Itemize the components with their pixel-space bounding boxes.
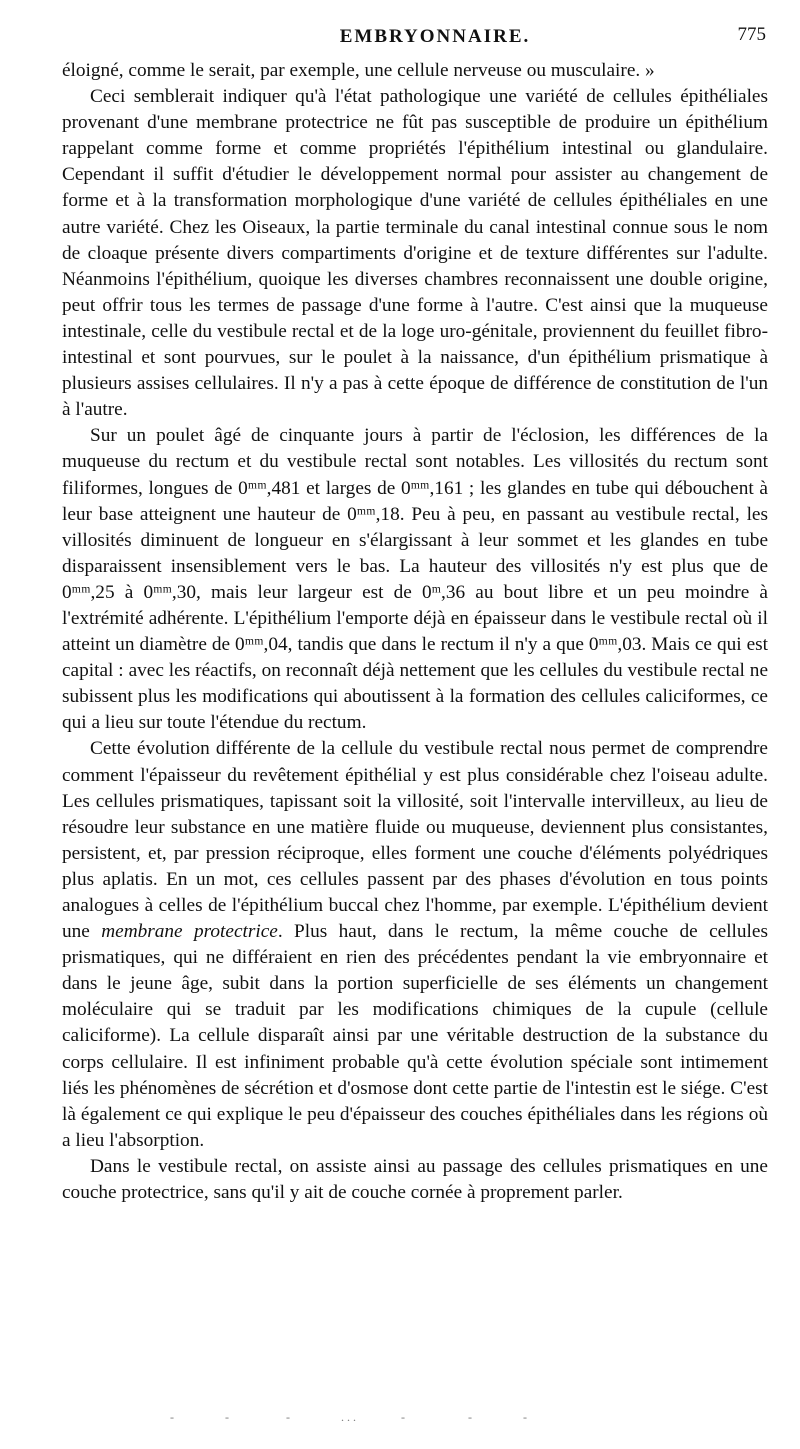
running-title: EMBRYONNAIRE. xyxy=(339,26,531,47)
paragraph-2: Ceci semblerait indiquer qu'à l'état pathologique une variété de cellules épithéliales provenant d'une membrane protectrice ne fût pas susceptible de produire un épithélium rappelant comme forme et comme propriétés l'épithélium intestinal ou glandulaire. Cependant il suffit d'étudier le développement normal pour assister au changement de forme et à la transformation morphologique d'une variété de cellules épithéliales en une autre variété. Chez les Oiseaux, la partie terminale du canal intestinal connue sous le nom de cloaque présente divers compartiments d'origine et de texture différentes sur l'adulte. Néanmoins l'épithélium, quoique les diverses chambres reconnaissent une double origine, peut offrir tous les termes de passage d'une forme à l'autre. C'est ainsi que la muqueuse intestinale, celle du vestibule rectal et de la loge uro-génitale, proviennent du feuillet fibro-intestinal et sont pourvues, sur le poulet à la naissance, d'un épithélium prismatique à plusieurs assises cellulaires. Il n'y a pas à cette époque de différence de constitution de l'un à l'autre. xyxy=(62,86,768,421)
body-text xyxy=(62,58,768,1206)
document-page xyxy=(62,18,768,1206)
paragraph-4 xyxy=(62,736,768,1154)
running-header xyxy=(62,18,768,58)
page-bottom-specks: - - - ... - - - xyxy=(170,1410,530,1424)
paragraph-3: Sur un poulet âgé de cinquante jours à partir de l'éclosion, les différences de la muqueuse du rectum et du vestibule rectal sont notables. Les villosités du rectum sont filiformes, longues de 0ᵐᵐ,481 et larges de 0ᵐᵐ,161 ; les glandes en tube qui débouchent à leur base atteignent une hauteur de 0ᵐᵐ,18. Peu à peu, en passant au vestibule rectal, les villosités diminuent de longueur en s'élargissant à leur sommet et les glandes en tube disparaissent insensiblement vers le bas. La hauteur des villosités n'y est plus que de 0ᵐᵐ,25 à 0ᵐᵐ,30, mais leur largeur est de 0ᵐ,36 au bout libre et un peu moindre à l'extrémité adhérente. L'épithélium l'emporte déjà en épaisseur dans le vestibule rectal où il atteint un diamètre de 0ᵐᵐ,04, tandis que dans le rectum il n'y a que 0ᵐᵐ,03. Mais ce qui est capital : avec les réactifs, on reconnaît déjà nettement que les cellules du vestibule rectal ne subissent plus les modifications qui aboutissent à la formation des cellules caliciformes, ce qui a lieu sur toute l'étendue du rectum. xyxy=(62,425,768,734)
paragraph-1: éloigné, comme le serait, par exemple, une cellule nerveuse ou musculaire. » xyxy=(62,60,655,81)
page-number: 775 xyxy=(737,24,766,45)
emphasis-membrane-protectrice: membrane protectrice xyxy=(101,921,278,943)
paragraph-4-text-after: . Plus haut, dans le rectum, la même couche de cellules prismatiques, qui ne différaient en rien des précédentes pendant la vie embryonnaire et dans le jeune âge, subit dans la portion superficielle de ses éléments un changement moléculaire qui se traduit par les modifications chimiques de la cupule (cellule caliciforme). La cellule disparaît ainsi par une véritable destruction de la substance du corps cellulaire. Il est infiniment probable qu'à cette évolution spéciale sont intimement liés les phénomènes de sécrétion et d'osmose dont cette partie de l'intestin est le siége. C'est là également ce qui explique le peu d'épaisseur des couches épithéliales dans les régions où a lieu l'absorption. xyxy=(62,921,768,1151)
paragraph-5: Dans le vestibule rectal, on assiste ainsi au passage des cellules prismatiques en une couche protectrice, sans qu'il y ait de couche cornée à proprement parler. xyxy=(62,1155,768,1204)
paragraph-4-text-before: Cette évolution différente de la cellule du vestibule rectal nous permet de comprendre comment l'épaisseur du revêtement épithélial y est plus considérable chez l'oiseau adulte. Les cellules prismatiques, tapissant soit la villosité, soit l'intervalle intervilleux, au lieu de résoudre leur substance en une matière fluide ou muqueuse, deviennent plus consistantes, persistent, et, par pression réciproque, elles forment une couche d'éléments polyédriques plus aplatis. En un mot, ces cellules passent par des phases d'évolution en tous points analogues à celles de l'épithélium buccal chez l'homme, par exemple. L'épithélium devient une xyxy=(62,738,768,943)
